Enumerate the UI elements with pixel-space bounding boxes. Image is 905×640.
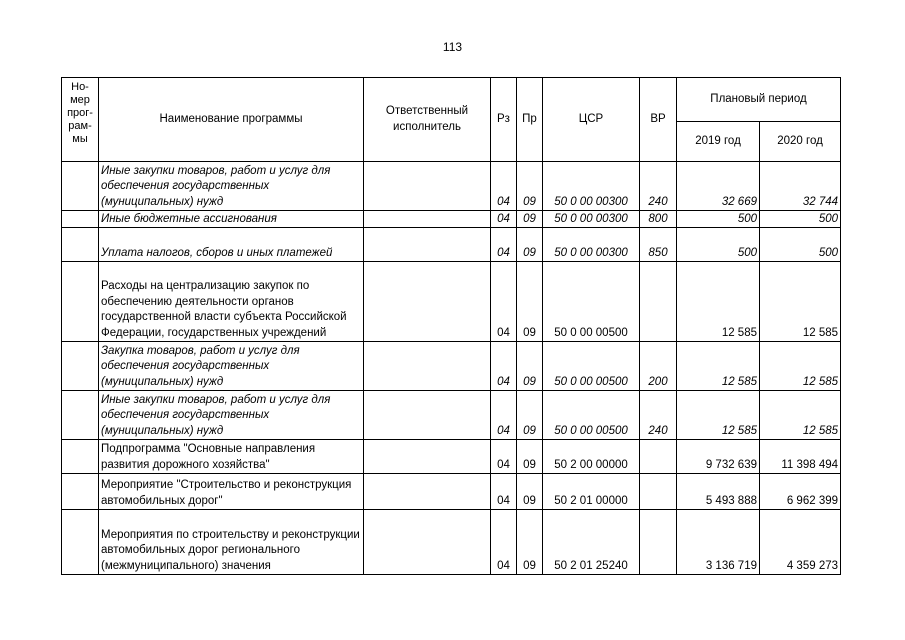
- executor-cell: [364, 162, 491, 211]
- vr-cell: 240: [640, 391, 677, 440]
- amount-2020-cell: 500: [760, 211, 841, 228]
- rz-cell: 04: [491, 510, 517, 575]
- header-program-number: Но-мер прог-рам-мы: [62, 78, 99, 162]
- vr-cell: 850: [640, 228, 677, 262]
- pr-cell: 09: [517, 342, 543, 391]
- amount-2019-cell: 12 585: [677, 391, 760, 440]
- table-row: [62, 510, 841, 575]
- amount-2019-cell: 500: [677, 228, 760, 262]
- pr-cell: 09: [517, 510, 543, 575]
- rz-cell: 04: [491, 391, 517, 440]
- csr-cell: 50 0 00 00500: [543, 391, 640, 440]
- page-number: 113: [442, 40, 463, 54]
- rz-cell: 04: [491, 211, 517, 228]
- vr-cell: 800: [640, 211, 677, 228]
- rz-cell: 04: [491, 342, 517, 391]
- program-name-cell: Иные закупки товаров, работ и услуг для обеспечения государственных (муниципальных) нужд: [99, 162, 364, 211]
- program-name-cell: Закупка товаров, работ и услуг для обеспечения государственных (муниципальных) нужд: [99, 342, 364, 391]
- table-row: [62, 342, 841, 391]
- header-executor: Ответственный исполнитель: [364, 78, 491, 162]
- amount-2020-cell: 11 398 494: [760, 440, 841, 474]
- amount-2019-cell: 500: [677, 211, 760, 228]
- rz-cell: 04: [491, 440, 517, 474]
- program-name-cell: Подпрограмма "Основные направления развития дорожного хозяйства": [99, 440, 364, 474]
- vr-cell: [640, 262, 677, 342]
- rz-cell: 04: [491, 262, 517, 342]
- table-body: [62, 162, 841, 575]
- vr-cell: [640, 510, 677, 575]
- program-name-cell: Уплата налогов, сборов и иных платежей: [99, 228, 364, 262]
- amount-2020-cell: 12 585: [760, 342, 841, 391]
- executor-cell: [364, 211, 491, 228]
- vr-cell: 200: [640, 342, 677, 391]
- pr-cell: 09: [517, 391, 543, 440]
- program-name-cell: Мероприятия по строительству и реконструкции автомобильных дорог регионального (межмуниципального) значения: [99, 510, 364, 575]
- pr-cell: 09: [517, 474, 543, 510]
- amount-2019-cell: 32 669: [677, 162, 760, 211]
- program-name-cell: Иные бюджетные ассигнования: [99, 211, 364, 228]
- table-row: [62, 211, 841, 228]
- pr-cell: 09: [517, 211, 543, 228]
- budget-table: [61, 77, 841, 575]
- table-row: [62, 474, 841, 510]
- program-number-cell: [62, 262, 99, 342]
- vr-cell: [640, 474, 677, 510]
- executor-cell: [364, 342, 491, 391]
- pr-cell: 09: [517, 228, 543, 262]
- program-number-cell: [62, 211, 99, 228]
- amount-2020-cell: 500: [760, 228, 841, 262]
- table-row: [62, 228, 841, 262]
- amount-2020-cell: 6 962 399: [760, 474, 841, 510]
- pr-cell: 09: [517, 162, 543, 211]
- csr-cell: 50 2 00 00000: [543, 440, 640, 474]
- amount-2019-cell: 12 585: [677, 262, 760, 342]
- vr-cell: 240: [640, 162, 677, 211]
- amount-2020-cell: 12 585: [760, 262, 841, 342]
- program-name-cell: Мероприятие "Строительство и реконструкция автомобильных дорог": [99, 474, 364, 510]
- pr-cell: 09: [517, 262, 543, 342]
- executor-cell: [364, 510, 491, 575]
- program-number-cell: [62, 510, 99, 575]
- csr-cell: 50 2 01 00000: [543, 474, 640, 510]
- header-year-2019: 2019 год: [677, 122, 760, 162]
- amount-2020-cell: 12 585: [760, 391, 841, 440]
- rz-cell: 04: [491, 474, 517, 510]
- header-csr: ЦСР: [543, 78, 640, 162]
- executor-cell: [364, 440, 491, 474]
- header-vr: ВР: [640, 78, 677, 162]
- program-number-cell: [62, 228, 99, 262]
- amount-2019-cell: 5 493 888: [677, 474, 760, 510]
- amount-2019-cell: 12 585: [677, 342, 760, 391]
- amount-2020-cell: 4 359 273: [760, 510, 841, 575]
- table-row: [62, 440, 841, 474]
- amount-2019-cell: 9 732 639: [677, 440, 760, 474]
- program-number-cell: [62, 162, 99, 211]
- program-number-cell: [62, 440, 99, 474]
- csr-cell: 50 2 01 25240: [543, 510, 640, 575]
- header-rz: Рз: [491, 78, 517, 162]
- program-number-cell: [62, 342, 99, 391]
- executor-cell: [364, 228, 491, 262]
- rz-cell: 04: [491, 228, 517, 262]
- csr-cell: 50 0 00 00500: [543, 262, 640, 342]
- amount-2019-cell: 3 136 719: [677, 510, 760, 575]
- program-number-cell: [62, 391, 99, 440]
- executor-cell: [364, 391, 491, 440]
- header-pr: Пр: [517, 78, 543, 162]
- amount-2020-cell: 32 744: [760, 162, 841, 211]
- table-row: [62, 162, 841, 211]
- csr-cell: 50 0 00 00300: [543, 228, 640, 262]
- csr-cell: 50 0 00 00500: [543, 342, 640, 391]
- header-year-2020: 2020 год: [760, 122, 841, 162]
- pr-cell: 09: [517, 440, 543, 474]
- header-planned-period: Плановый период: [677, 78, 841, 122]
- executor-cell: [364, 262, 491, 342]
- program-name-cell: Иные закупки товаров, работ и услуг для обеспечения государственных (муниципальных) нужд: [99, 391, 364, 440]
- csr-cell: 50 0 00 00300: [543, 162, 640, 211]
- table-row: [62, 262, 841, 342]
- executor-cell: [364, 474, 491, 510]
- vr-cell: [640, 440, 677, 474]
- rz-cell: 04: [491, 162, 517, 211]
- program-number-cell: [62, 474, 99, 510]
- program-name-cell: Расходы на централизацию закупок по обеспечению деятельности органов государственной власти субъекта Российской Федерации, государственных учреждений: [99, 262, 364, 342]
- header-program-name: Наименование программы: [99, 78, 364, 162]
- csr-cell: 50 0 00 00300: [543, 211, 640, 228]
- table-row: [62, 391, 841, 440]
